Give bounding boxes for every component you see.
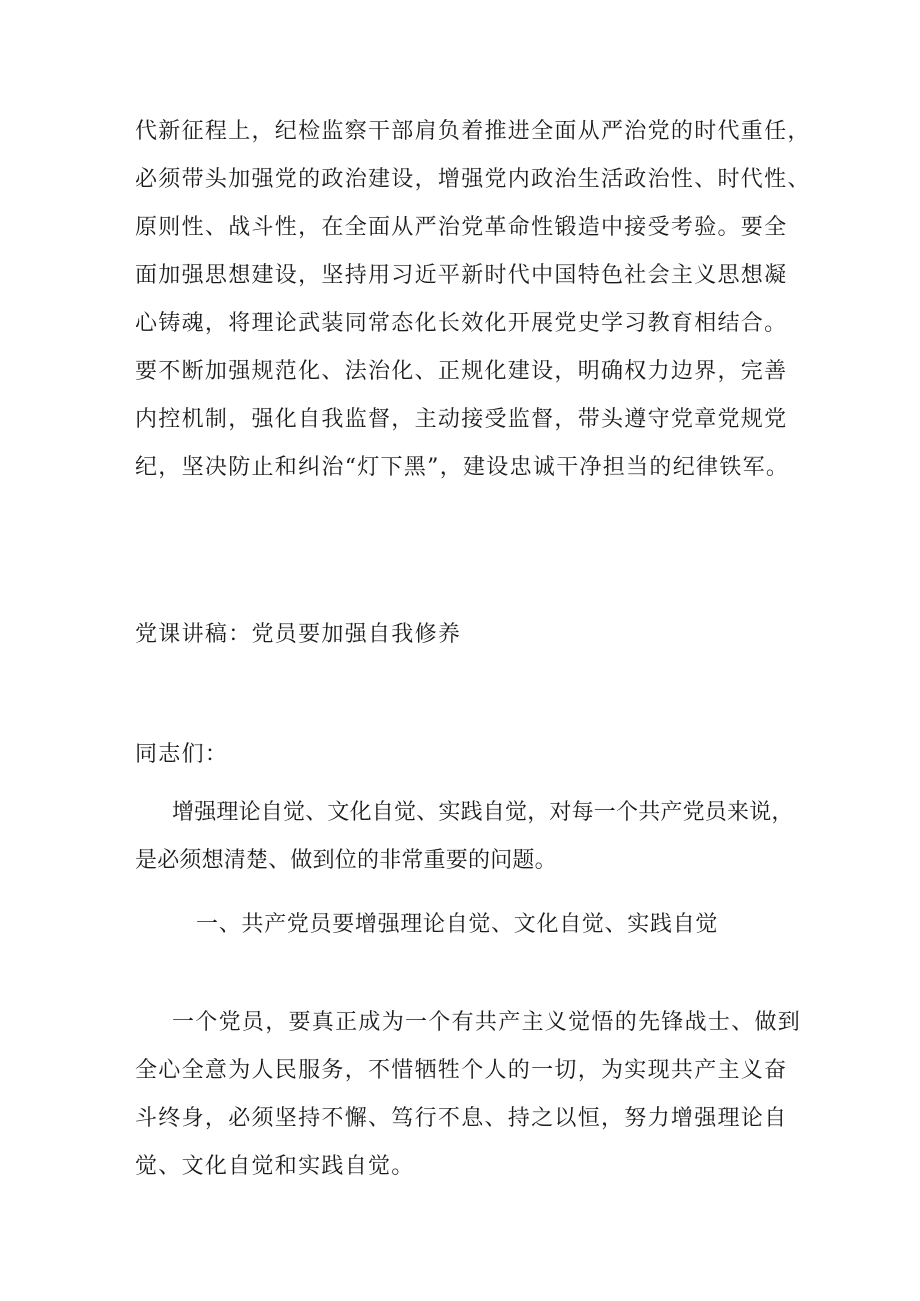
text-line: 是必须想清楚、做到位的非常重要的问题。 xyxy=(135,848,557,873)
text-line: 要不断加强规范化、法治化、正规化建设，明确权力边界，完善 xyxy=(135,359,788,384)
text-line: 全心全意为人民服务，不惜牺牲个人的一切，为实现共产主义奋 xyxy=(135,1058,788,1083)
text-line: 面加强思想建设，坚持用习近平新时代中国特色社会主义思想凝 xyxy=(135,263,788,288)
text-line: 觉、文化自觉和实践自觉。 xyxy=(135,1154,415,1179)
text-line: 心铸魂，将理论武装同常态化长效化开展党史学习教育相结合。 xyxy=(135,311,788,336)
text-line: 内控机制，强化自我监督，主动接受监督，带头遵守党章党规党 xyxy=(135,407,788,432)
text-line: 增强理论自觉、文化自觉、实践自觉，对每一个共产党员来说， xyxy=(172,800,794,825)
salutation: 同志们： xyxy=(135,742,229,767)
section-heading: 一、共产党员要增强理论自觉、文化自觉、实践自觉 xyxy=(196,912,719,937)
text-line: 原则性、战斗性，在全面从严治党革命性锻造中接受考验。要全 xyxy=(135,215,788,240)
text-line: 斗终身，必须坚持不懈、笃行不息、持之以恒，努力增强理论自 xyxy=(135,1106,788,1131)
text-line: 必须带头加强党的政治建设，增强党内政治生活政治性、时代性、 xyxy=(135,167,811,192)
text-line: 代新征程上，纪检监察干部肩负着推进全面从严治党的时代重任， xyxy=(135,119,811,144)
text-line: 一个党员，要真正成为一个有共产主义觉悟的先锋战士、做到 xyxy=(172,1010,802,1035)
text-line: 纪，坚决防止和纠治“灯下黑”，建设忠诚干净担当的纪律铁军。 xyxy=(135,455,790,480)
document-title: 党课讲稿：党员要加强自我修养 xyxy=(135,622,462,647)
